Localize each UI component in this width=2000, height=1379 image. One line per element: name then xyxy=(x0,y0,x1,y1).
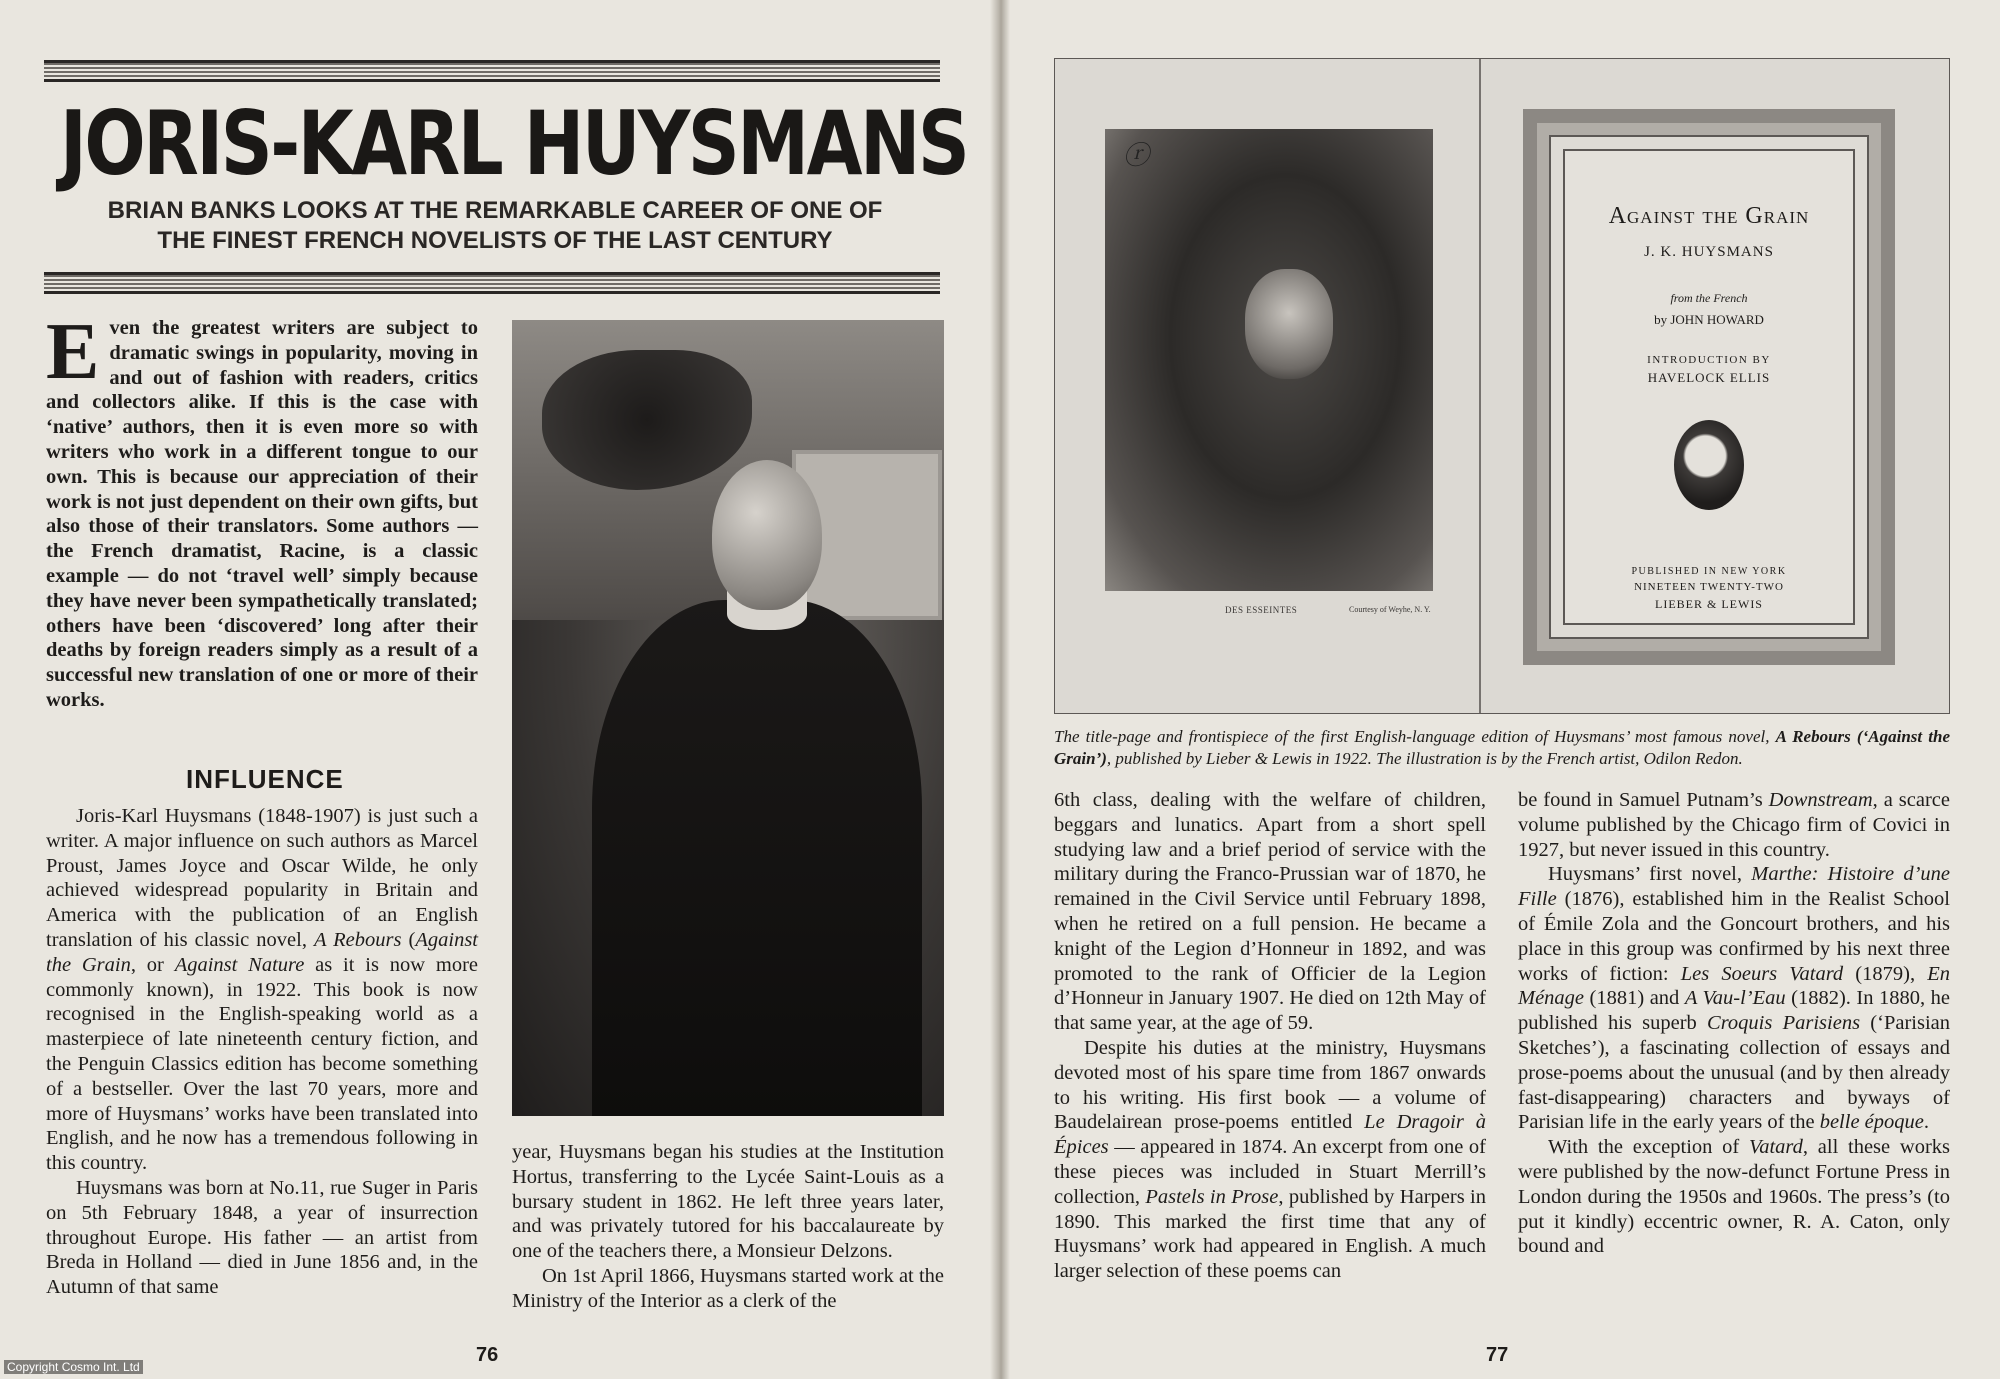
col4-paragraph-3: With the exception of Vatard, all these works were published by the now-defunct Fortune Press in London during the 1950s and 1960s. The press’s (to put it kindly) eccentric owner, R. A. Caton, only bound and xyxy=(1518,1136,1950,1258)
page-gutter xyxy=(990,0,1010,1379)
col3-paragraph-2: Despite his duties at the ministry, Huysmans devoted most of his spare time from 1867 onwards to his writing. His first book — a volume of Baudelairean prose-poems entitled Le Dragoir à Épices — appeared in 1874. An excerpt from one of these pieces was included in Stuart Merrill’s collection, Pastels in Prose, published by Harpers in 1890. This marked the first time that any of Huysmans’ work had appeared in English. A much larger selection of these poems can xyxy=(1054,1036,1486,1283)
rooster-emblem-icon xyxy=(1674,420,1744,510)
frontispiece-caption: DES ESSEINTES xyxy=(1225,605,1298,615)
article-deck xyxy=(60,196,930,256)
drop-cap: E xyxy=(46,308,100,396)
column-2 xyxy=(512,1140,944,1314)
article-headline: JORIS-KARL HUYSMANS xyxy=(60,92,968,195)
title-page-intro-name: HAVELOCK ELLIS xyxy=(1647,370,1771,385)
col1-paragraph-1: Joris-Karl Huysmans (1848-1907) is just such a writer. A major influence on such authors as Marcel Proust, James Joyce and Oscar Wilde, he only achieved widespread popularity in Britain and America with the publication of an English translation of his classic novel, A Rebours (Against the Grain, or Against Nature as it is now more commonly known), in 1922. This book is now recognised in the English-speaking world as a masterpiece of late nineteenth century fiction, and the Penguin Classics edition has become something of a bestseller. Over the last 70 years, more and more of Huysmans’ works have been translated into English, and he now has a tremendous following in this country. xyxy=(46,805,479,1175)
column-1 xyxy=(46,804,478,1300)
title-page-from: from the French xyxy=(1670,291,1748,305)
header-rule-bottom xyxy=(44,272,940,294)
title-page xyxy=(1523,109,1895,665)
column-3 xyxy=(1054,788,1486,1284)
frontispiece-illustration xyxy=(1105,129,1433,591)
deck-line-2: THE FINEST FRENCH NOVELISTS OF THE LAST CENTURY xyxy=(157,227,833,254)
title-page-inner xyxy=(1563,149,1855,625)
deck-line-1: BRIAN BANKS LOOKS AT THE REMARKABLE CAREER OF ONE OF xyxy=(107,197,883,224)
col4-paragraph-1: be found in Samuel Putnam’s Downstream, a scarce volume published by the Chicago firm of Covici in 1927, but never issued in this country. xyxy=(1518,789,1950,861)
title-page-title: Against the Grain xyxy=(1608,203,1810,229)
page-number-right: 77 xyxy=(1486,1344,1509,1366)
portrait-photo xyxy=(512,320,944,1116)
title-page-publisher-line-1: PUBLISHED IN NEW YORK xyxy=(1631,566,1787,577)
book-figure xyxy=(1054,58,1950,714)
col4-paragraph-2: Huysmans’ first novel, Marthe: Histoire d’une Fille (1876), established him in the Realist School of Émile Zola and the Goncourt brothers, and his place in this group was confirmed by his next three works of fiction: Les Soeurs Vatard (1879), En Ménage (1881) and A Vau-l’Eau (1882). In 1880, he published his superb Croquis Parisiens (‘Parisian Sketches’), a fascinating collection of essays and prose-poems about the unusual (and by then already fast-disappearing) characters and byways of Parisian life in the early years of the belle époque. xyxy=(1518,863,1951,1134)
title-page-author: J. K. HUYSMANS xyxy=(1644,244,1774,260)
section-heading-influence: INFLUENCE xyxy=(186,764,344,794)
redon-monogram-icon: ⓡ xyxy=(1123,141,1150,170)
photo-figure-head xyxy=(712,460,822,610)
title-page-publisher-line-3: LIEBER & LEWIS xyxy=(1655,597,1763,611)
figure-divider xyxy=(1479,59,1481,713)
col2-paragraph-1: year, Huysmans began his studies at the Institution Hortus, transferring to the Lycée Saint-Louis as a bursary student in 1862. He left three years later, and was privately tutored for his baccalaureate by one of the teachers there, a Monsieur Delzons. xyxy=(512,1141,944,1263)
title-page-translator: by JOHN HOWARD xyxy=(1654,312,1764,327)
photo-figure-body xyxy=(592,600,922,1116)
intro-paragraph xyxy=(46,308,478,713)
col3-paragraph-1: 6th class, dealing with the welfare of children, beggars and lunatics. Apart from a short spell studying law and a brief period of service with the military during the Franco-Prussian war of 1870, he remained in the Civil Service until February 1898, when he retired on a full pension. He became a knight of the Legion d’Honneur in 1892, and was promoted to the rank of Officier de la Legion d’Honneur in January 1907. He died on 12th May of that same year, at the age of 59. xyxy=(1054,789,1486,1035)
header-rule-top xyxy=(44,60,940,82)
col1-paragraph-2: Huysmans was born at No.11, rue Suger in Paris on 5th February 1848, a year of insurrection throughout Europe. His father — an artist from Breda in Holland — died in June 1856 and, in the Autumn of that same xyxy=(46,1176,478,1299)
col2-paragraph-2: On 1st April 1866, Huysmans started work at the Ministry of the Interior as a clerk of the xyxy=(512,1264,944,1312)
title-page-intro-label: INTRODUCTION BY xyxy=(1647,354,1771,366)
column-4 xyxy=(1518,788,1950,1259)
title-page-publisher-line-2: NINETEEN TWENTY-TWO xyxy=(1634,581,1784,593)
frontispiece-credit: Courtesy of Weyhe, N. Y. xyxy=(1349,605,1431,614)
frontispiece-face xyxy=(1245,269,1333,379)
figure-caption: The title-page and frontispiece of the first English-language edition of Huysmans’ most famous novel, A Rebours (‘Against the Grain’), published by Lieber & Lewis in 1922. The illustration is by the French artist, Odilon Redon. xyxy=(1054,727,1950,768)
copyright-watermark: Copyright Cosmo Int. Ltd xyxy=(4,1360,143,1374)
intro-text: ven the greatest writers are subject to dramatic swings in popularity, moving in and out of fashion with readers, critics and collectors alike. If this is the case with ‘native’ authors, then it is even more so with writers who work in a different tongue to our own. This is because our appreciation of their work is not just dependent on their own gifts, but also those of their translators. Some authors — the French dramatist, Racine, is a classic example — do not ‘travel well’ simply because they have never been sympathetically translated; others have been ‘discovered’ long after their deaths by foreign readers simply as a result of a successful new translation of one or more of their works. xyxy=(46,317,478,711)
page-number-left: 76 xyxy=(476,1344,499,1366)
